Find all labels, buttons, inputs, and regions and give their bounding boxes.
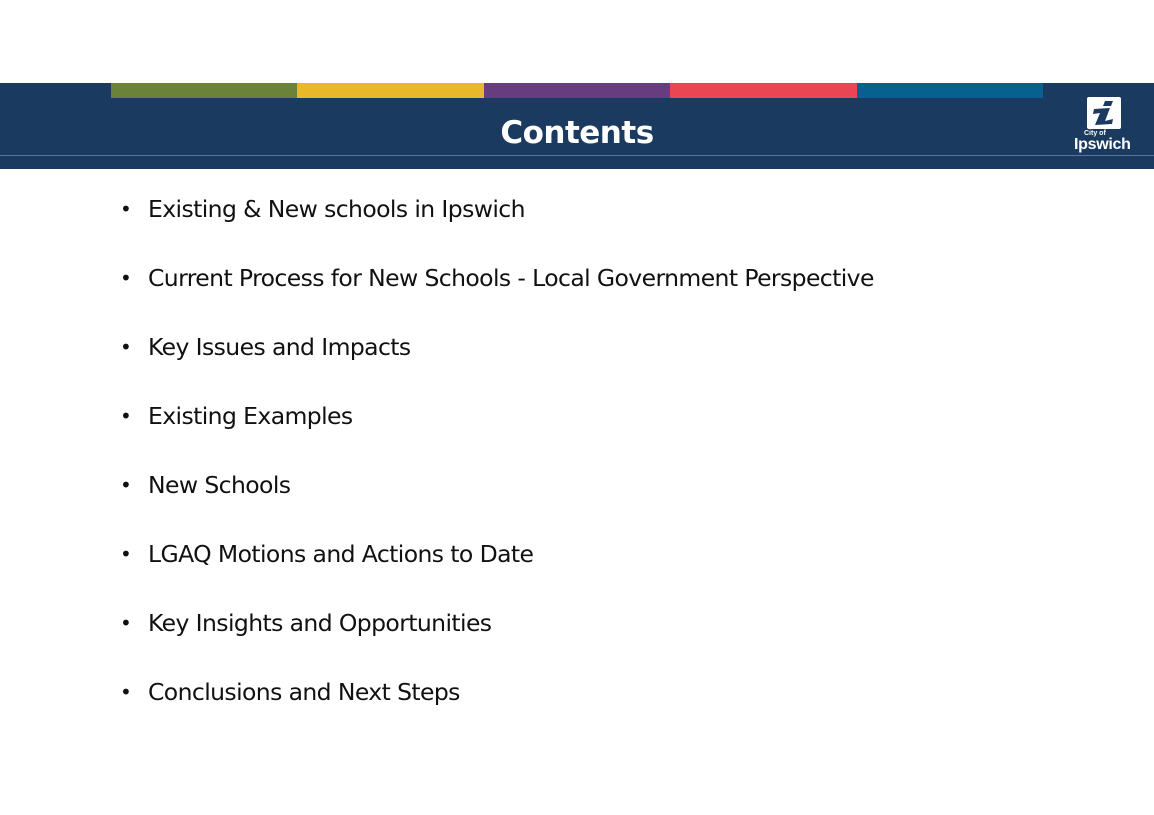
bullet-icon: • xyxy=(120,266,132,290)
accent-stripe-green xyxy=(111,83,297,98)
city-of-ipswich-logo xyxy=(1070,96,1140,156)
list-item-text: Existing Examples xyxy=(148,402,353,430)
bullet-icon: • xyxy=(120,611,132,635)
logo-city-of-text: City of xyxy=(1084,130,1106,137)
accent-stripe-yellow xyxy=(297,83,483,98)
list-item xyxy=(120,673,874,742)
list-item-text: Key Issues and Impacts xyxy=(148,333,411,361)
accent-stripe-blue xyxy=(857,83,1043,98)
list-item-text: Current Process for New Schools - Local Government Perspective xyxy=(148,264,874,292)
contents-list xyxy=(120,190,874,742)
list-item-text: Key Insights and Opportunities xyxy=(148,609,492,637)
accent-stripe-purple xyxy=(484,83,670,98)
bullet-icon: • xyxy=(120,542,132,566)
logo-name-text: Ipswich xyxy=(1074,136,1131,153)
accent-stripe-red xyxy=(670,83,856,98)
list-item-text: LGAQ Motions and Actions to Date xyxy=(148,540,534,568)
list-item xyxy=(120,604,874,673)
list-item xyxy=(120,328,874,397)
accent-stripe-bar xyxy=(111,83,1043,98)
bullet-icon: • xyxy=(120,335,132,359)
list-item xyxy=(120,397,874,466)
i-letter-icon xyxy=(1086,96,1122,130)
bullet-icon: • xyxy=(120,473,132,497)
list-item-text: Conclusions and Next Steps xyxy=(148,678,460,706)
list-item xyxy=(120,190,874,259)
bullet-icon: • xyxy=(120,197,132,221)
bullet-icon: • xyxy=(120,404,132,428)
bullet-icon: • xyxy=(120,680,132,704)
list-item-text: New Schools xyxy=(148,471,291,499)
page-title: Contents xyxy=(500,115,654,151)
list-item xyxy=(120,535,874,604)
list-item xyxy=(120,259,874,328)
list-item-text: Existing & New schools in Ipswich xyxy=(148,195,525,223)
list-item xyxy=(120,466,874,535)
